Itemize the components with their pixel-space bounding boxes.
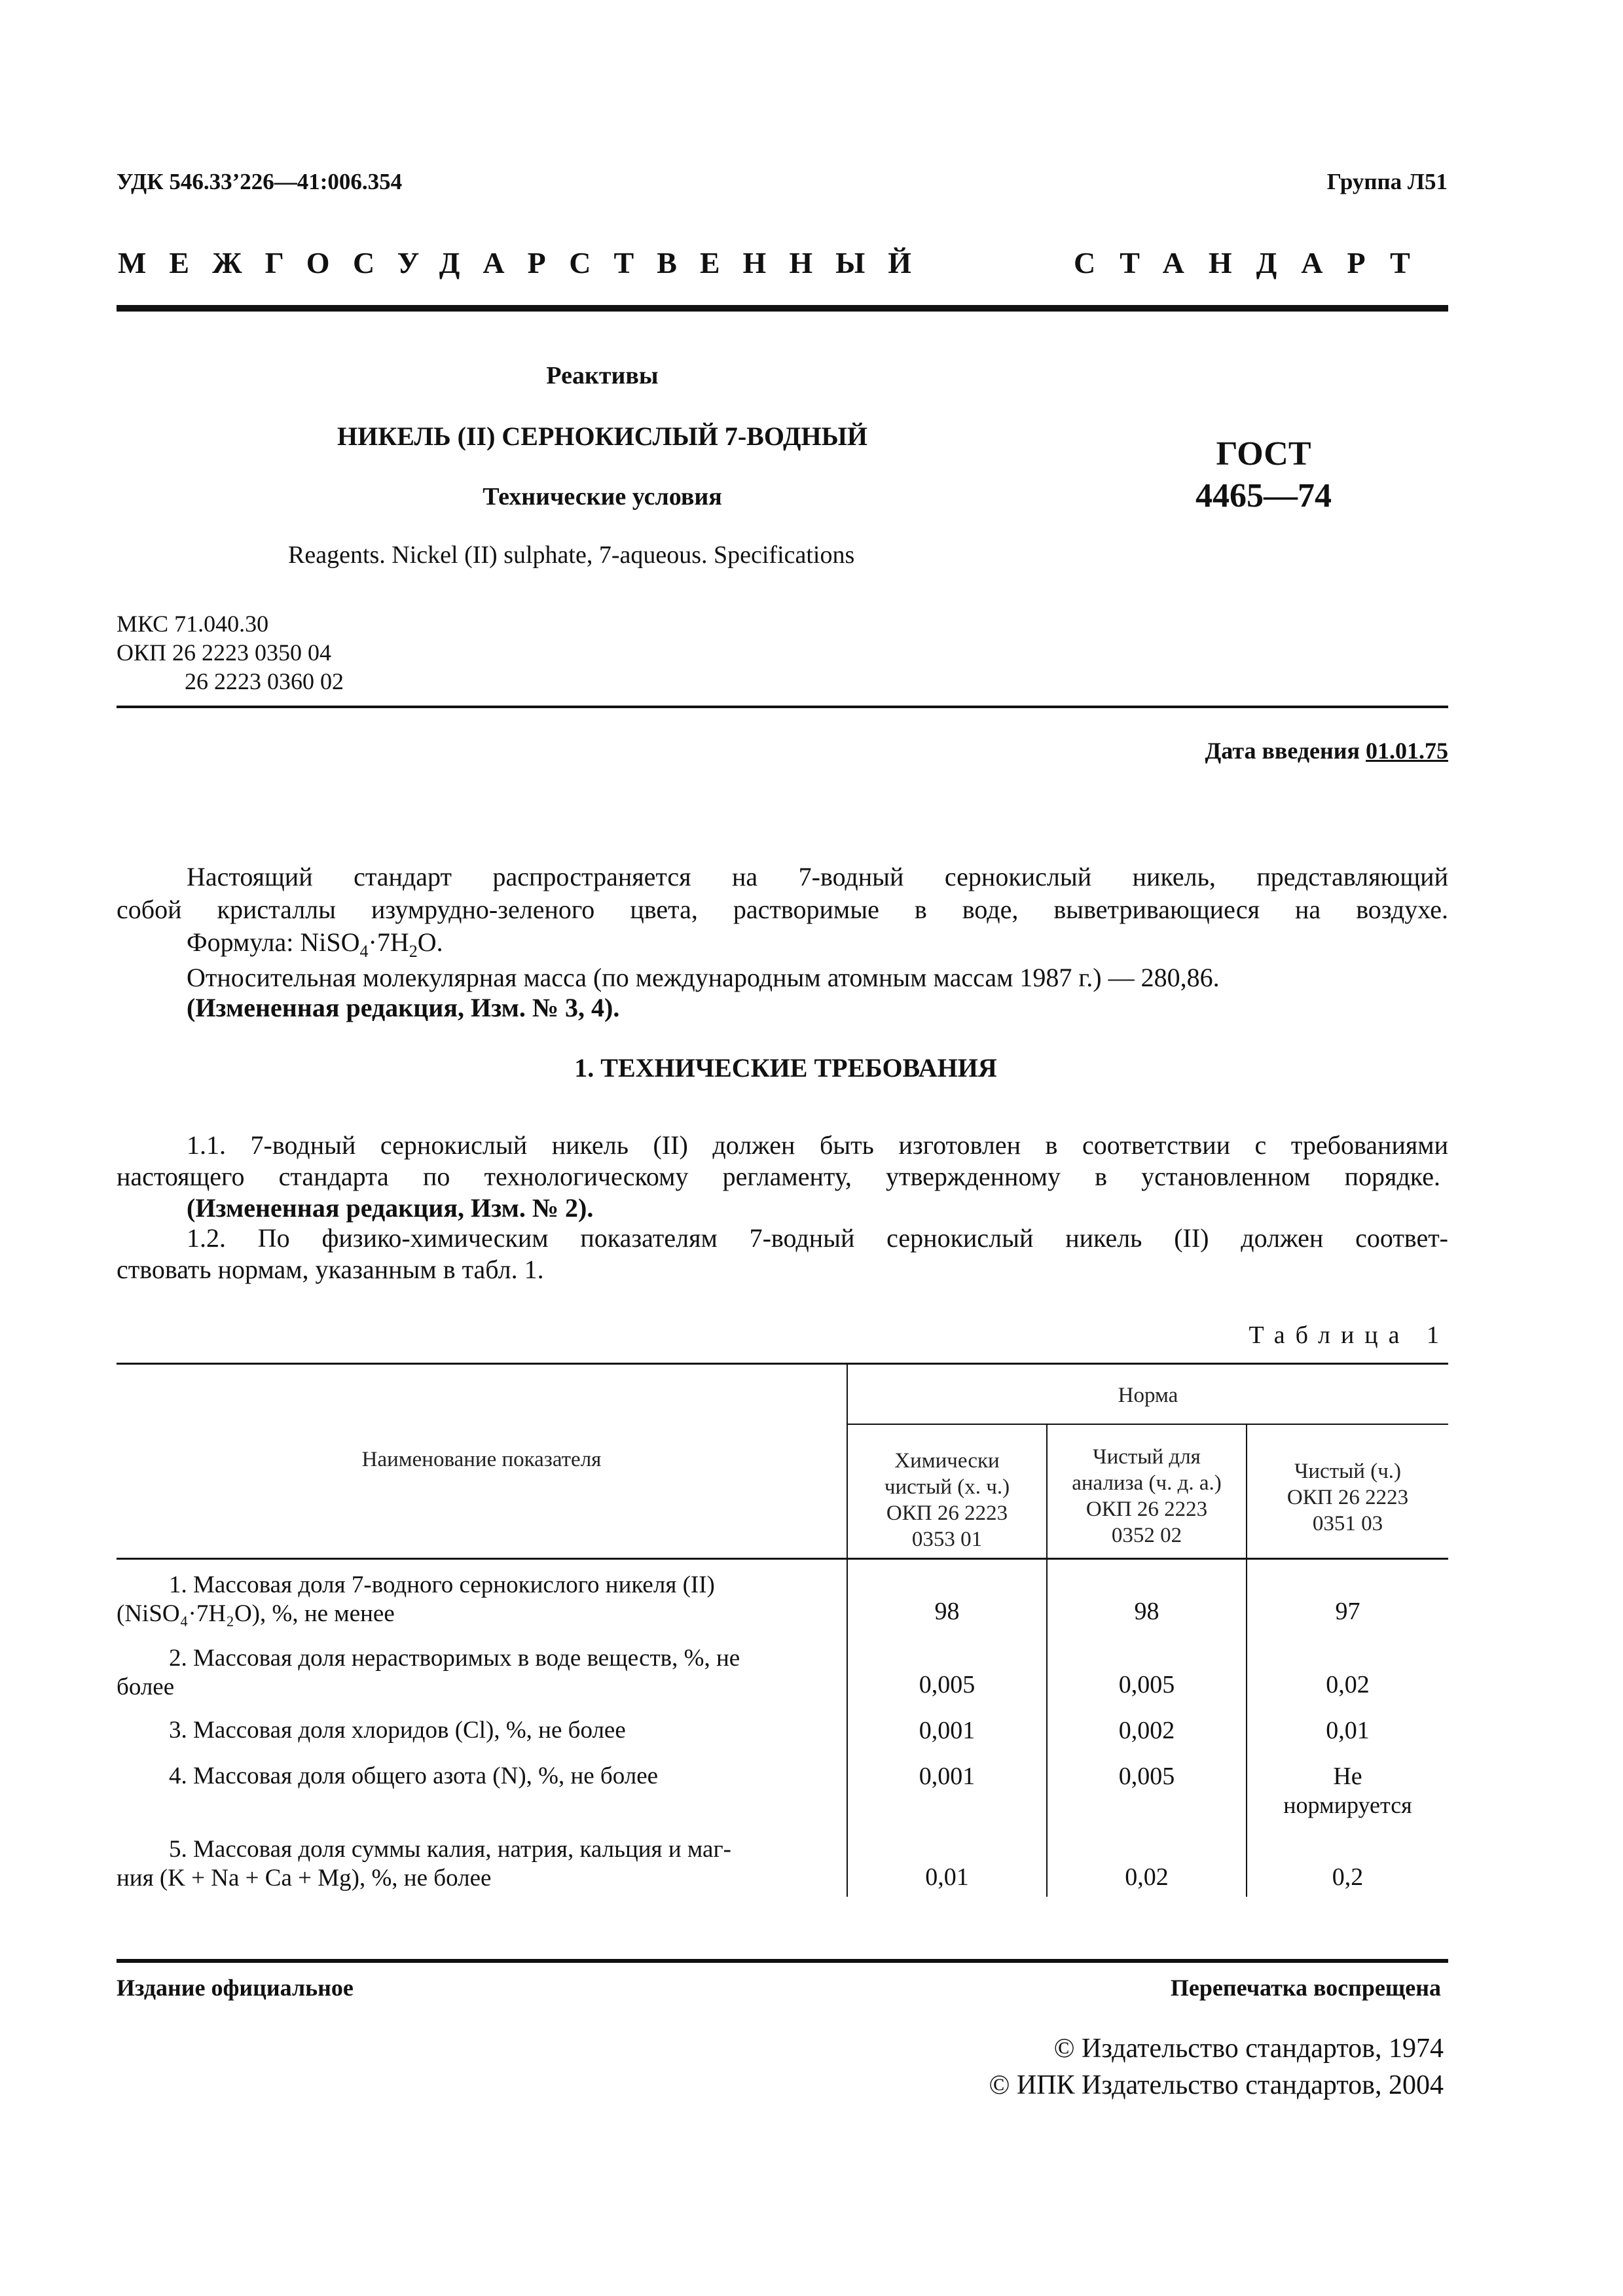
table-header-rule (117, 1558, 1448, 1560)
row-1-val-3: 97 (1335, 1598, 1360, 1625)
copyright-1974: © Издательство стандартов, 1974 (1053, 2034, 1444, 2064)
footer-rule (117, 1959, 1448, 1963)
col-header-norm: Норма (1118, 1384, 1178, 1407)
p11-line-2: настоящего стандарта по технологическому регламенту, утвержденному в установленном порядке. (117, 1162, 1440, 1191)
reprint-prohibited: Перепечатка воспрещена (1170, 1975, 1441, 2001)
p11-revision: (Измененная редакция, Изм. № 2). (187, 1193, 594, 1223)
okp-code-2: 26 2223 0360 02 (185, 668, 344, 694)
row-5-val-2: 0,02 (1125, 1863, 1169, 1891)
col-header-name: Наименование показателя (361, 1448, 602, 1471)
section-1-heading: 1. ТЕХНИЧЕСКИЕ ТРЕБОВАНИЯ (574, 1053, 997, 1083)
codes-rule (117, 706, 1448, 708)
col-header-grade-2: Чистый для анализа (ч. д. а.) ОКП 26 2223 0352 02 (1072, 1445, 1222, 1547)
molecular-mass: Относительная молекулярная масса (по международным атомным массам 1987 г.) — 280,86. (187, 963, 1220, 992)
table-norm-rule (848, 1424, 1448, 1425)
p12-line-1: 1.2. По физико-химическим показателям 7-водный сернокислый никель (II) должен соответ- (187, 1223, 1448, 1253)
row-4-val-1: 0,001 (919, 1763, 976, 1790)
row-3-val-1: 0,001 (919, 1717, 976, 1744)
table-vline-1 (847, 1364, 848, 1897)
date-value: 01.01.75 (1366, 738, 1448, 764)
copyright-2004: © ИПК Издательство стандартов, 2004 (989, 2070, 1444, 2100)
official-edition: Издание официальное (117, 1975, 354, 2001)
intro-revision: (Измененная редакция, Изм. № 3, 4). (187, 993, 620, 1022)
intro-line-1: Настоящий стандарт распространяется на 7-водный сернокислый никель, представляющий (187, 862, 1448, 891)
title-name: НИКЕЛЬ (II) СЕРНОКИСЛЫЙ 7-ВОДНЫЙ (337, 422, 867, 451)
row-1-val-1: 98 (934, 1598, 960, 1625)
formula: Формула: $NiSO_4\cdot 7H_2O$. (187, 927, 443, 961)
row-3-val-2: 0,002 (1118, 1717, 1175, 1744)
table-row-3-name: 3. Массовая доля хлоридов (Cl), %, не более (169, 1717, 626, 1744)
mks-code: МКС 71.040.30 (117, 611, 269, 637)
col-header-grade-1: Химически чистый (х. ч.) ОКП 26 2223 0353 01 (884, 1449, 1010, 1551)
row-4-val-2: 0,005 (1118, 1763, 1175, 1790)
table-top-rule (117, 1363, 1448, 1365)
row-3-val-3: 0,01 (1326, 1717, 1370, 1744)
title-conditions: Технические условия (483, 483, 722, 511)
copyright-block (989, 2030, 1444, 2104)
table-row-1-name: 1. Массовая доля 7-водного сернокислого никеля (II) (NiSO₄·7H₂O), %, не менее (117, 1571, 715, 1627)
table-caption: Таблица 1 (1249, 1321, 1450, 1349)
row-4-val-3: Не нормируется (1283, 1763, 1412, 1818)
intro-line-2: собой кристаллы изумрудно-зеленого цвета, растворимые в воде, выветривающиеся на воздухе. (117, 895, 1448, 924)
col-header-grade-3: Чистый (ч.) ОКП 26 2223 0351 03 (1286, 1460, 1409, 1535)
banner-standard: СТАНДАРТ (1074, 246, 1434, 279)
row-2-val-3: 0,02 (1326, 1671, 1370, 1698)
row-1-val-2: 98 (1134, 1598, 1159, 1625)
table-row-5-name: 5. Массовая доля суммы калия, натрия, кальция и маг- ния (K + Na + Ca + Mg), %, не более (117, 1836, 731, 1892)
p11-line-1: 1.1. 7-водный сернокислый никель (II) должен быть изготовлен в соответствии с требованиями (187, 1130, 1448, 1160)
header-thick-rule (117, 305, 1448, 312)
table-row-2-name: 2. Массовая доля нерастворимых в воде веществ, %, не более (117, 1645, 740, 1700)
banner-interstate: МЕЖГОСУДАРСТВЕННЫЙ (118, 246, 935, 279)
gost-label: ГОСТ 4465—74 (1195, 435, 1332, 514)
p12-line-2: ствовать нормам, указанным в табл. 1. (117, 1255, 544, 1284)
table-row-4-name: 4. Массовая доля общего азота (N), %, не более (169, 1763, 659, 1789)
row-5-val-3: 0,2 (1332, 1863, 1364, 1891)
udk-code: УДК 546.33’226—41:006.354 (117, 169, 403, 194)
title-reagents: Реактивы (546, 362, 659, 389)
row-2-val-2: 0,005 (1118, 1671, 1175, 1698)
group-code: Группа Л51 (1326, 169, 1448, 194)
date-of-introduction (1205, 737, 1449, 764)
date-label: Дата введения (1205, 738, 1360, 764)
title-english: Reagents. Nickel (II) sulphate, 7-aqueous. Specifications (288, 541, 855, 569)
row-2-val-1: 0,005 (919, 1671, 976, 1698)
okp-code-1: ОКП 26 2223 0350 04 (117, 639, 332, 666)
row-5-val-1: 0,01 (925, 1863, 969, 1891)
